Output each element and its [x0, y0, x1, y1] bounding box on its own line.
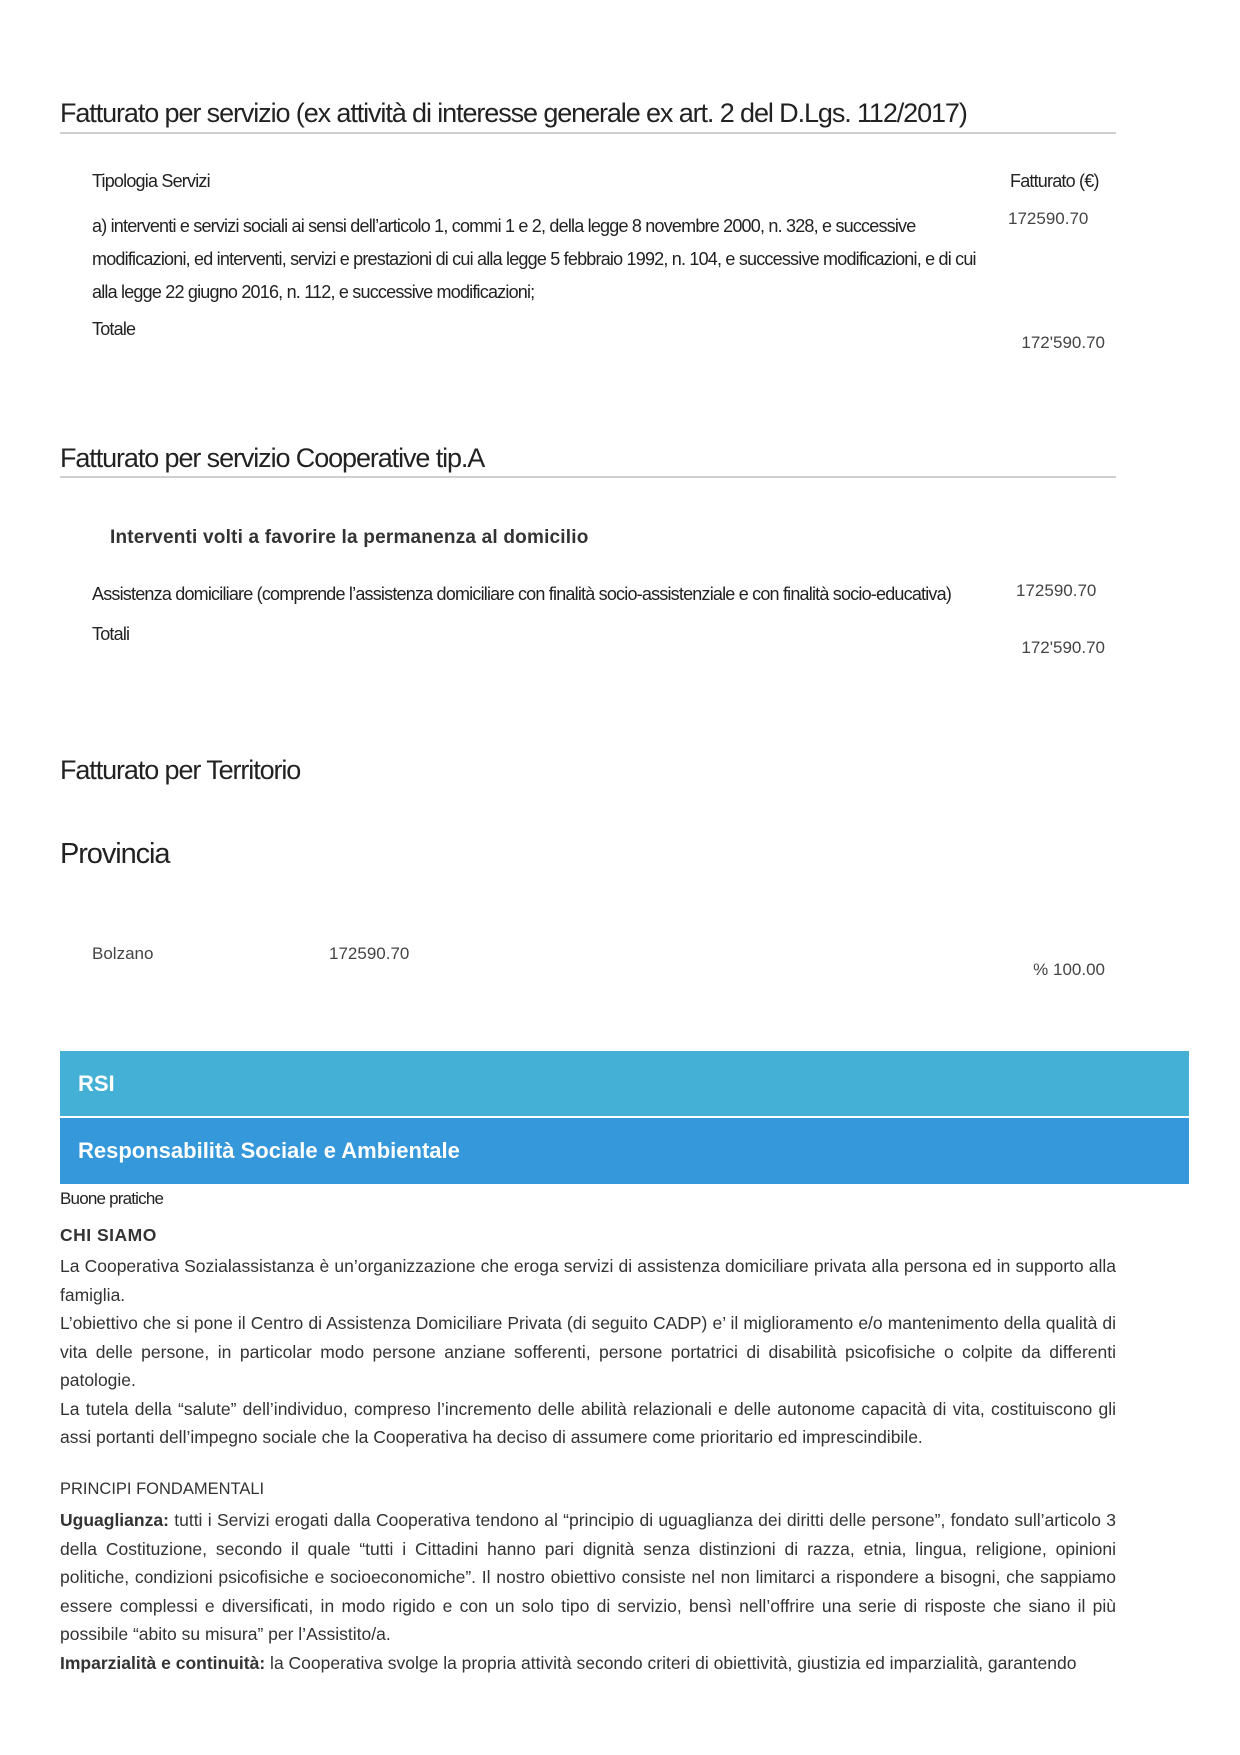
principles-text: [60, 1506, 1116, 1677]
section2-row-text: Assistenza domiciliare (comprende l’assistenza domiciliare con finalità socio-assistenziale e con finalità socio-educativa): [92, 584, 952, 604]
chi-siamo-text: [60, 1252, 1116, 1452]
chi-siamo-paragraph-2: L’obiettivo che si pone il Centro di Assistenza Domiciliare Privata (di seguito CADP) e’ il miglioramento e/o mantenimento della qualità di vita delle persone, in particolar modo persone anziane sofferenti, persone portatrici di disabilità psicofisiche o colpite da differenti patologie.: [60, 1313, 1116, 1390]
impartiality-text: la Cooperativa svolge la propria attività secondo criteri di obiettività, giustizia ed imparzialità, garantendo: [265, 1652, 1077, 1673]
equality-text: tutti i Servizi erogati dalla Cooperativa tendono al “principio di uguaglianza dei diritti delle persone”, fondato sull’articolo 3 della Costituzione, secondo il quale “tutti i Cittadini hanno pari dignità senza distinzioni di razza, etnia, lingua, religione, opinioni politiche, condizioni psicofisiche e socioeconomiche”. Il nostro obiettivo consiste nel non limitarci a rispondere a bisogni, che sappiamo essere complessi e diversificati, in modo rigido e con un solo tipo di servizio, bensì nell’offrire una serie di risposte che siano il più possibile “abito su misura” per l’Assistito/a.: [60, 1510, 1116, 1644]
responsabilita-band: Responsabilità Sociale e Ambientale: [60, 1118, 1189, 1184]
section2-title: Fatturato per servizio Cooperative tip.A: [60, 443, 485, 473]
impartiality-label: Imparzialità e continuità:: [60, 1652, 266, 1673]
principles-heading: PRINCIPI FONDAMENTALI: [60, 1480, 265, 1498]
section1-row-text: a) interventi e servizi sociali ai sensi dell’articolo 1, commi 1 e 2, della legge 8 novembre 2000, n. 328, e successive modificazioni, ed interventi, servizi e prestazioni di cui alla legge 5 febbraio 1992, n. 104, e successive modificazioni, e di cui alla legge 22 giugno 2016, n. 112, e successive modificazioni;: [92, 216, 976, 302]
chi-siamo-paragraph-1: La Cooperativa Sozialassistanza è un’organizzazione che eroga servizi di assistenza domiciliare privata alla persona ed in supporto alla famiglia.: [60, 1256, 1116, 1305]
section1-col-type: Tipologia Servizi: [92, 171, 210, 191]
section2-row-amount: 172590.70: [1016, 581, 1097, 600]
section1-col-amount: Fatturato (€): [1010, 171, 1099, 191]
province-amount: 172590.70: [329, 944, 410, 963]
section2-total-label: Totali: [92, 624, 130, 644]
good-practices-label: Buone pratiche: [60, 1189, 164, 1208]
section1-divider: [60, 132, 1116, 134]
section1-row-amount: 172590.70: [1008, 209, 1089, 228]
equality-label: Uguaglianza:: [60, 1510, 169, 1530]
province-name: Bolzano: [92, 944, 154, 963]
section2-subtitle: Interventi volti a favorire la permanenza al domicilio: [110, 527, 589, 548]
section1-total-amount: 172'590.70: [1021, 333, 1105, 352]
province-percent: % 100.00: [1033, 960, 1105, 979]
section3-title: Fatturato per Territorio: [60, 755, 301, 785]
section2-divider: [60, 476, 1116, 478]
chi-siamo-paragraph-3: La tutela della “salute” dell’individuo, compreso l’incremento delle abilità relazionali e delle autonome capacità di vita, costituiscono gli assi portanti dell’impegno sociale che la Cooperativa ha deciso di assumere come prioritario ed imprescindibile.: [60, 1398, 1116, 1447]
section2-total-amount: 172'590.70: [1021, 638, 1105, 657]
chi-siamo-heading: CHI SIAMO: [60, 1225, 157, 1245]
section3-subtitle: Provincia: [60, 838, 170, 870]
section1-title: Fatturato per servizio (ex attività di interesse generale ex art. 2 del D.Lgs. 112/2017): [60, 98, 967, 128]
rsi-band: RSI: [60, 1051, 1189, 1116]
section1-total-label: Totale: [92, 319, 136, 339]
